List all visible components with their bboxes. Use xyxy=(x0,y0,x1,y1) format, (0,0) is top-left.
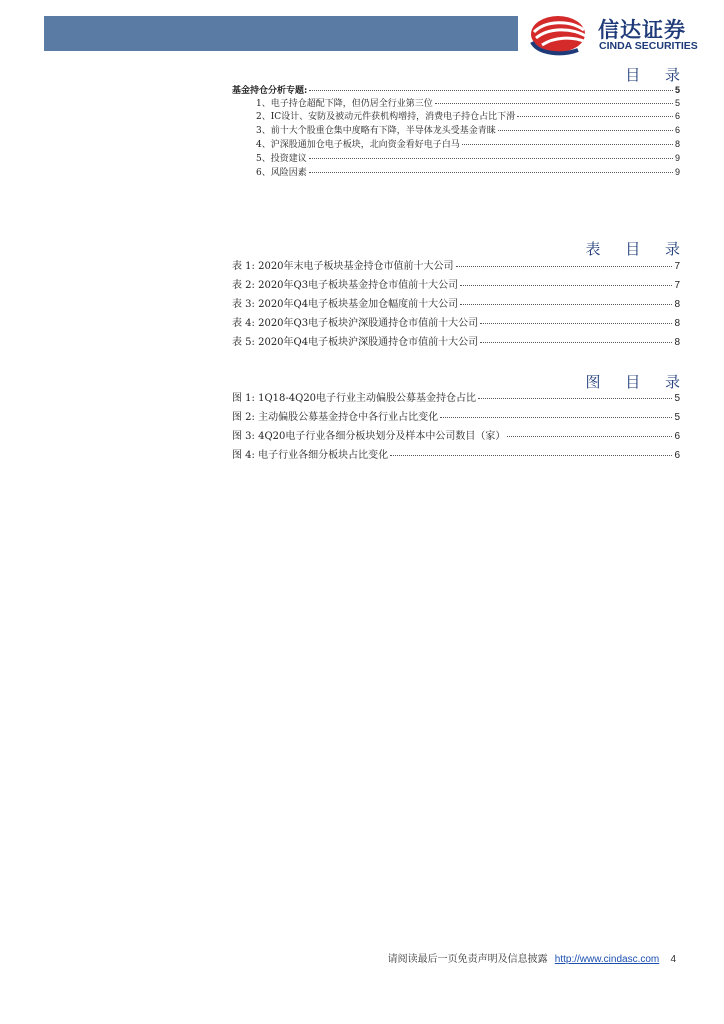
figure-list-label: 图 1: 1Q18-4Q20电子行业主动偏股公募基金持仓占比 xyxy=(232,393,477,404)
toc-item-page: 9 xyxy=(674,153,680,163)
leader-dots xyxy=(517,116,673,117)
leader-dots xyxy=(507,436,672,437)
table-list-page: 8 xyxy=(674,299,680,310)
figure-list-item[interactable] xyxy=(232,430,680,443)
figure-list-label: 图 2: 主动偏股公募基金持仓中各行业占比变化 xyxy=(232,412,439,423)
cinda-logo-icon xyxy=(528,12,592,56)
tables-toc-title: 表 目 录 xyxy=(585,240,690,258)
table-list-page: 7 xyxy=(674,261,680,272)
table-list-item[interactable] xyxy=(232,260,680,273)
leader-dots xyxy=(460,304,672,305)
toc-main-page: 5 xyxy=(674,85,680,95)
table-list-label: 表 4: 2020年Q3电子板块沪深股通持仓市值前十大公司 xyxy=(232,318,479,329)
page-footer xyxy=(388,950,676,965)
table-list-label: 表 1: 2020年末电子板块基金持仓市值前十大公司 xyxy=(232,261,454,272)
toc-item-page: 8 xyxy=(674,139,680,149)
toc-item[interactable] xyxy=(256,110,680,123)
toc-item-label: 6、风险因素 xyxy=(256,168,307,178)
leader-dots xyxy=(478,398,672,399)
leader-dots xyxy=(460,285,672,286)
toc-item-label: 1、电子持仓超配下降，但仍居全行业第三位 xyxy=(256,99,433,109)
table-list-item[interactable] xyxy=(232,336,680,349)
figure-list-item[interactable] xyxy=(232,449,680,462)
toc-item-label: 2、IC设计、安防及被动元件获机构增持，消费电子持仓占比下滑 xyxy=(256,112,516,122)
figure-list-page: 5 xyxy=(674,412,680,423)
table-list-label: 表 3: 2020年Q4电子板块基金加仓幅度前十大公司 xyxy=(232,299,459,310)
logo-chinese-text: 信达证券 xyxy=(598,18,686,42)
table-list-label: 表 2: 2020年Q3电子板块基金持仓市值前十大公司 xyxy=(232,280,459,291)
leader-dots xyxy=(480,342,672,343)
figure-list-label: 图 3: 4Q20电子行业各细分板块划分及样本中公司数目（家） xyxy=(232,431,506,442)
leader-dots xyxy=(498,130,673,131)
figure-list-page: 6 xyxy=(674,431,680,442)
table-list-item[interactable] xyxy=(232,317,680,330)
toc-item-page: 9 xyxy=(674,167,680,177)
figure-list-page: 6 xyxy=(674,450,680,461)
leader-dots xyxy=(309,172,673,173)
leader-dots xyxy=(480,323,672,324)
figures-toc-title: 图 目 录 xyxy=(585,373,690,391)
table-list-page: 7 xyxy=(674,280,680,291)
figure-list-item[interactable] xyxy=(232,392,680,405)
toc-item-page: 6 xyxy=(674,111,680,121)
leader-dots xyxy=(456,266,673,267)
table-list-item[interactable] xyxy=(232,279,680,292)
table-list-page: 8 xyxy=(674,337,680,348)
footer-website-link[interactable]: http://www.cindasc.com xyxy=(554,954,660,965)
toc-item-label: 4、沪深股通加仓电子板块，北向资金看好电子白马 xyxy=(256,140,460,150)
toc-item[interactable] xyxy=(256,97,680,110)
leader-dots xyxy=(462,144,673,145)
toc-item-label: 5、投资建议 xyxy=(256,154,307,164)
company-logo xyxy=(528,10,718,58)
toc-title: 目 录 xyxy=(625,66,690,84)
figure-list-item[interactable] xyxy=(232,411,680,424)
toc-main-label: 基金持仓分析专题: xyxy=(232,86,308,96)
toc-item[interactable] xyxy=(256,138,680,151)
leader-dots xyxy=(309,158,673,159)
toc-item-page: 6 xyxy=(674,125,680,135)
table-list-page: 8 xyxy=(674,318,680,329)
page-number: 4 xyxy=(670,954,676,965)
figure-list-page: 5 xyxy=(674,393,680,404)
toc-item[interactable] xyxy=(256,166,680,179)
toc-item-page: 5 xyxy=(674,98,680,108)
leader-dots xyxy=(435,103,673,104)
header-bar xyxy=(44,16,518,51)
toc-item-label: 3、前十大个股重仓集中度略有下降，半导体龙头受基金青睐 xyxy=(256,126,496,136)
leader-dots xyxy=(390,455,672,456)
toc-item[interactable] xyxy=(256,152,680,165)
table-list-label: 表 5: 2020年Q4电子板块沪深股通持仓市值前十大公司 xyxy=(232,337,479,348)
toc-main-entry[interactable] xyxy=(232,84,680,97)
leader-dots xyxy=(309,90,673,91)
footer-disclaimer: 请阅读最后一页免责声明及信息披露 xyxy=(387,954,548,965)
table-list-item[interactable] xyxy=(232,298,680,311)
figure-list-label: 图 4: 电子行业各细分板块占比变化 xyxy=(232,450,389,461)
logo-english-text: CINDA SECURITIES xyxy=(599,40,698,52)
leader-dots xyxy=(440,417,672,418)
toc-item[interactable] xyxy=(256,124,680,137)
